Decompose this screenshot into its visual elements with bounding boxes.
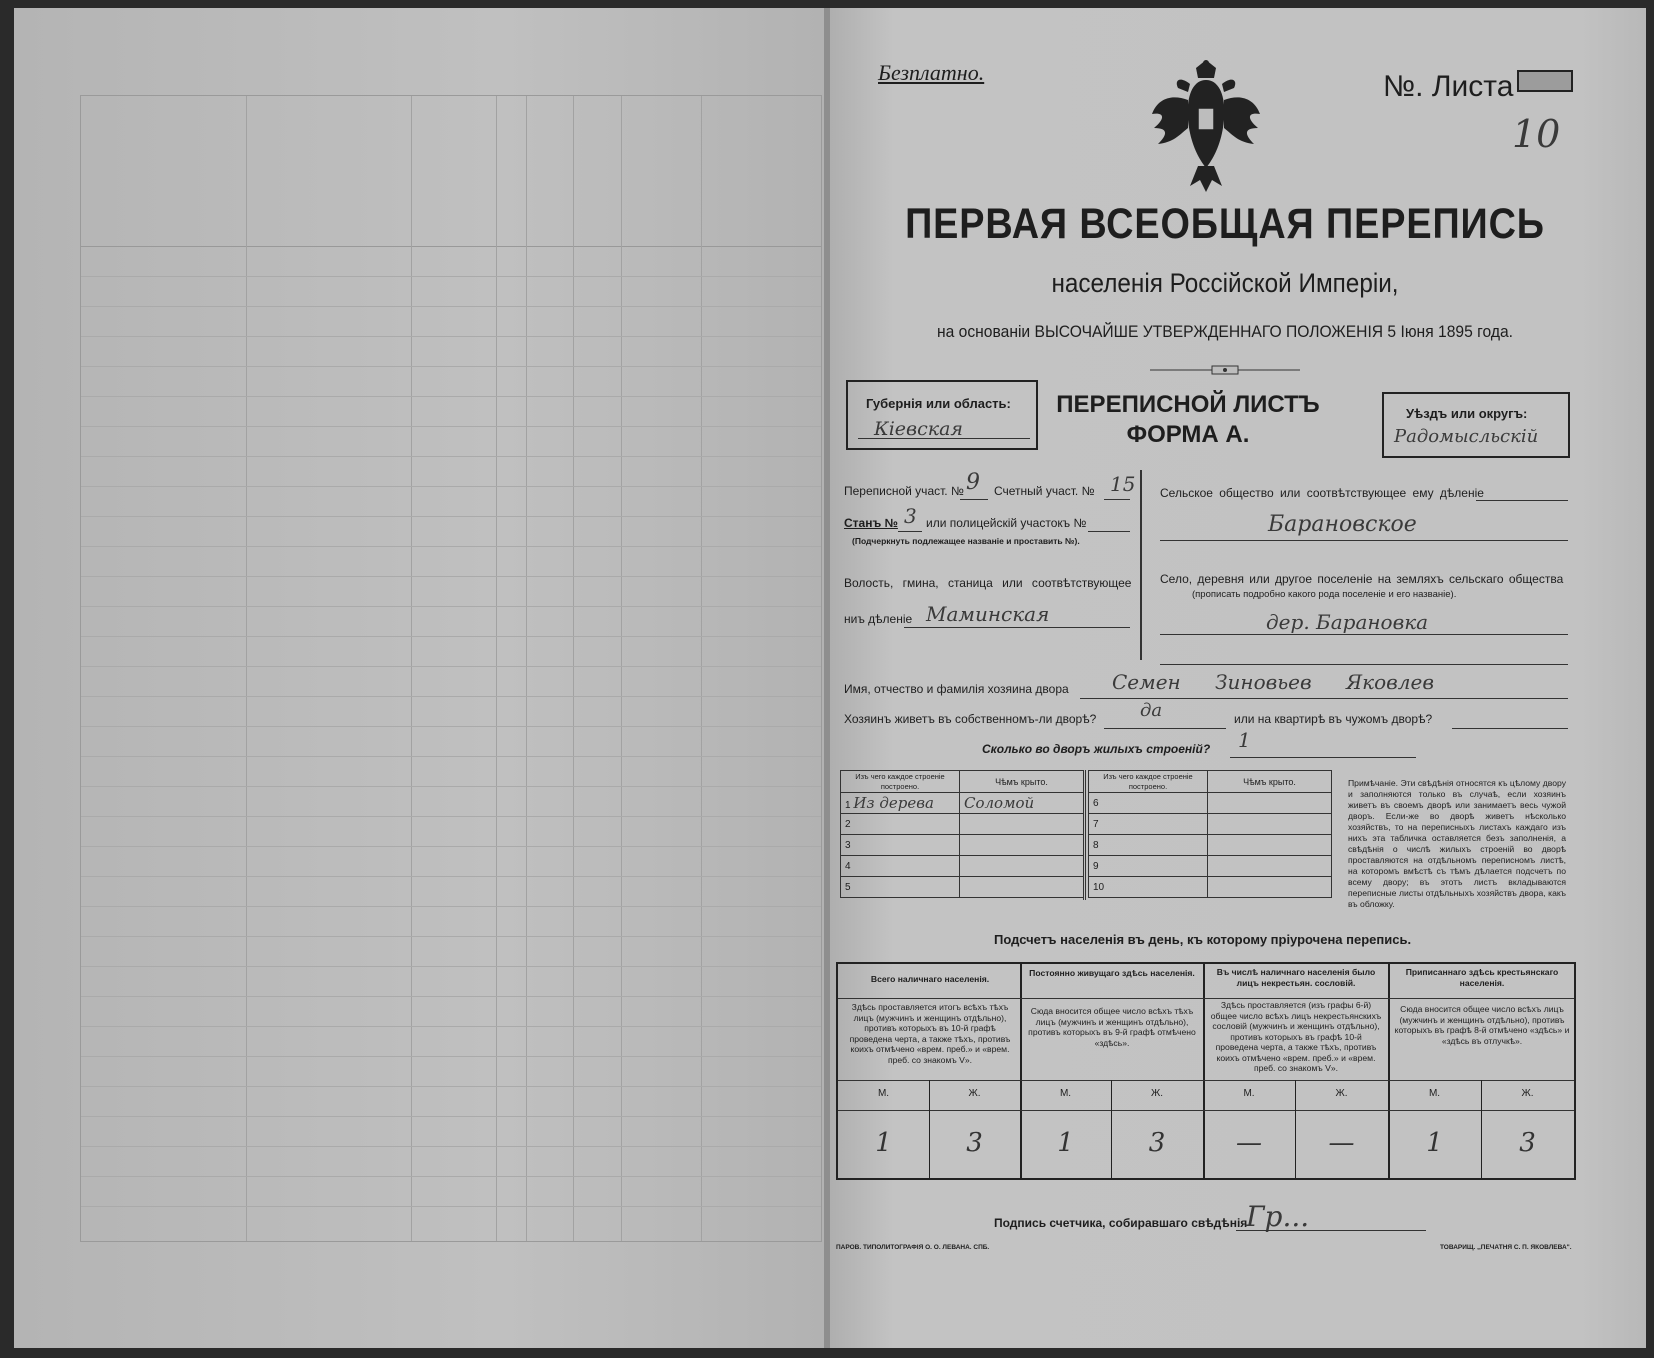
volost-value: Маминская: [926, 602, 1050, 626]
volost-label-2: ниъ дѣленіе: [844, 612, 913, 626]
village-value: дер. Барановка: [1266, 610, 1429, 634]
count-col1-m: 1: [875, 1128, 892, 1158]
population-count-table: [836, 962, 1576, 1180]
owner-label: Имя, отчество и фамилія хозяина двора: [844, 682, 1069, 696]
count-section-value: 15: [1110, 472, 1136, 496]
volost-label-1: Волость, гмина, станица или соотвѣтствующее: [844, 576, 1132, 590]
count-col1-f: 3: [966, 1128, 983, 1158]
police-label: или полицейскій участокъ №: [926, 516, 1087, 530]
stan-label: Станъ №: [844, 516, 898, 530]
stan-value: 3: [904, 504, 917, 528]
signature-label: Подпись счетчика, собиравшаго свѣдѣнія: [994, 1216, 1248, 1230]
col-material-left: Изъ чего каждое строеніе построено.: [841, 771, 960, 793]
own-yard-value: да: [1140, 700, 1163, 721]
count-heading: Подсчетъ населенія въ день, къ которому пріурочена перепись.: [994, 932, 1412, 947]
table-row: 7: [1089, 814, 1208, 835]
census-section-label: Переписной участ. №: [844, 484, 964, 498]
count-col4-m: 1: [1426, 1128, 1443, 1158]
signature-value: Гр...: [1246, 1200, 1310, 1233]
buildings-label: Сколько во дворъ жилыхъ строеній?: [982, 742, 1211, 756]
f-label: Ж.: [1521, 1088, 1534, 1099]
table-row: 5: [841, 877, 960, 898]
f-label: Ж.: [1335, 1088, 1348, 1099]
table-row: 4: [841, 856, 960, 877]
own-yard-label: Хозяинъ живетъ въ собственномъ-ли дворѣ?: [844, 712, 1097, 726]
province-value: Кіевская: [874, 418, 963, 440]
district-label: Уѣздъ или округъ:: [1406, 406, 1528, 421]
form-title-line1: ПЕРЕПИСНОЙ ЛИСТЪ: [1056, 391, 1320, 418]
count-col3-desc: Здѣсь проставляется (изъ графы 6-й) общее число всѣхъ лицъ некрестьянскихъ сословій (мужчинъ и женщинъ отдѣльно), противъ которыхъ въ графѣ 10-й проведена черта, а также тѣхъ, противъ коихъ отмѣчено «врем. преб.» и «врем. преб. со знакомъ V».: [1210, 1000, 1382, 1073]
left-page-grid: [80, 95, 822, 1242]
sheet-label-text: №. Листа: [1383, 70, 1514, 103]
count-col2-m: 1: [1057, 1128, 1074, 1158]
province-label: Губернія или область:: [866, 396, 1011, 411]
district-value: Радомысльскій: [1394, 426, 1539, 447]
district-box: [1382, 392, 1570, 458]
rented-label: или на квартирѣ въ чужомъ дворѣ?: [1234, 712, 1433, 726]
census-subtitle: населенія Россійской Имперіи,: [1051, 268, 1399, 298]
fields-divider: [1140, 470, 1142, 660]
count-col3-title: Въ числѣ наличнаго населенія было лицъ некрестьян. сословій.: [1216, 967, 1376, 988]
sheet-stamp-box: [1517, 70, 1573, 92]
printer-imprint-right: ТОВАРИЩ. ,,ПЕЧАТНЯ С. П. ЯКОВЛЕВА".: [1440, 1244, 1572, 1251]
col-roof-left: Чѣмъ крыто.: [960, 771, 1084, 793]
row1-roof: Соломой: [964, 794, 1035, 812]
m-label: М.: [1428, 1088, 1441, 1099]
census-title: ПЕРВАЯ ВСЕОБЩАЯ ПЕРЕПИСЬ: [905, 200, 1545, 248]
count-col4-f: 3: [1519, 1128, 1536, 1158]
table-row: 2: [841, 814, 960, 835]
table-row: 10: [1089, 877, 1208, 898]
note-text: Примѣчаніе. Эти свѣдѣнія относятся къ цѣлому двору и заполняются только въ случаѣ, если хозяинъ живетъ въ своемъ дворѣ или занимаетъ весь чужой дворъ. Если-же во дворѣ живетъ нѣсколько хозяйствъ, то на переписныхъ листахъ каждаго изъ нихъ эта табличка оставляется безъ заполненія, а свѣдѣнія о числѣ жилыхъ строеній во дворѣ проставляются на отдѣльномъ переписномъ листѣ, на которомъ вмѣстѣ съ тѣмъ дѣлается подсчетъ по всему двору; въ этотъ листъ вкладываются переписные листы отдѣльныхъ хозяйствъ двора, какъ въ обложку.: [1348, 778, 1566, 909]
table-row: 9: [1089, 856, 1208, 877]
count-col2-f: 3: [1148, 1128, 1166, 1158]
printer-imprint-left: ПАРОВ. ТИПОЛИТОГРАФІЯ О. О. ЛЕВАНА. СПБ.: [836, 1244, 990, 1251]
sheet-number-handwritten: 10: [1512, 112, 1561, 156]
sheet-number-label: [1383, 70, 1513, 104]
count-col4-title: Приписаннаго здѣсь крестьянскаго населенія.: [1405, 967, 1559, 988]
row1-material: Из дерева: [853, 794, 934, 812]
count-col2-title: Постоянно живущаго здѣсь населенія.: [1029, 968, 1195, 978]
m-label: М.: [1059, 1088, 1072, 1099]
village-label: Село, деревня или другое поселеніе на земляхъ сельскаго общества: [1160, 572, 1564, 586]
f-label: Ж.: [1150, 1088, 1163, 1099]
society-label: Сельское общество или соотвѣтствующее ему дѣленіе: [1160, 486, 1484, 500]
owner-value: Семен Зиновьев Яковлев: [1112, 670, 1434, 694]
table-row: 6: [1089, 793, 1208, 814]
count-col4-desc: Сюда вносится общее число всѣхъ лицъ (мужчинъ и женщинъ отдѣльно), противъ которыхъ въ графѣ 8-й отмѣчено «здѣсь» и «здѣсь въ отлучкѣ».: [1394, 1004, 1570, 1046]
free-label: Безплатно.: [878, 60, 985, 85]
table-row: 8: [1089, 835, 1208, 856]
m-label: М.: [877, 1088, 890, 1099]
buildings-table-left: [840, 770, 1084, 898]
society-value: Барановское: [1268, 512, 1417, 537]
f-label: Ж.: [968, 1088, 981, 1099]
count-col3-f: —: [1328, 1128, 1355, 1158]
census-basis: на основаніи ВЫСОЧАЙШЕ УТВЕРЖДЕННАГО ПОЛОЖЕНІЯ 5 Іюня 1895 года.: [936, 322, 1514, 341]
count-col1-title: Всего наличнаго населенія.: [870, 974, 990, 984]
form-title: [1040, 390, 1336, 450]
row-number: 1: [845, 800, 851, 811]
census-section-value: 9: [966, 470, 980, 495]
count-col3-m: —: [1236, 1128, 1262, 1158]
imperial-eagle-emblem-icon: [1150, 58, 1262, 193]
province-box: [846, 380, 1038, 450]
buildings-value: 1: [1238, 728, 1251, 752]
village-note: (прописать подробно какого рода поселеніе и его названіе).: [1192, 589, 1457, 600]
ornament-divider-icon: [1150, 364, 1300, 376]
buildings-table-right: [1088, 770, 1332, 898]
count-col1-desc: Здѣсь проставляется итогъ всѣхъ тѣхъ лицъ (мужчинъ и женщинъ отдѣльно), противъ которыхъ въ 10-й графѣ проведена черта, а также тѣхъ, противъ коихъ отмѣчено «врем. преб.» и «врем. преб. со знакомъ V».: [849, 1002, 1011, 1065]
table-row: 3: [841, 835, 960, 856]
page-fold: [824, 8, 830, 1348]
stan-note: (Подчеркнуть подлежащее названіе и проставить №).: [852, 536, 1080, 546]
col-material-right: Изъ чего каждое строеніе построено.: [1089, 771, 1208, 793]
count-col2-desc: Сюда вносится общее число всѣхъ тѣхъ лицъ (мужчинъ и женщинъ отдѣльно), противъ которыхъ въ 9-й графѣ отмѣчено «здѣсь».: [1028, 1006, 1196, 1048]
m-label: М.: [1243, 1088, 1255, 1099]
col-roof-right: Чѣмъ крыто.: [1208, 771, 1332, 793]
form-title-line2: ФОРМА А.: [1126, 421, 1250, 448]
count-section-label: Счетный участ. №: [994, 484, 1095, 498]
table-row: [841, 793, 960, 814]
